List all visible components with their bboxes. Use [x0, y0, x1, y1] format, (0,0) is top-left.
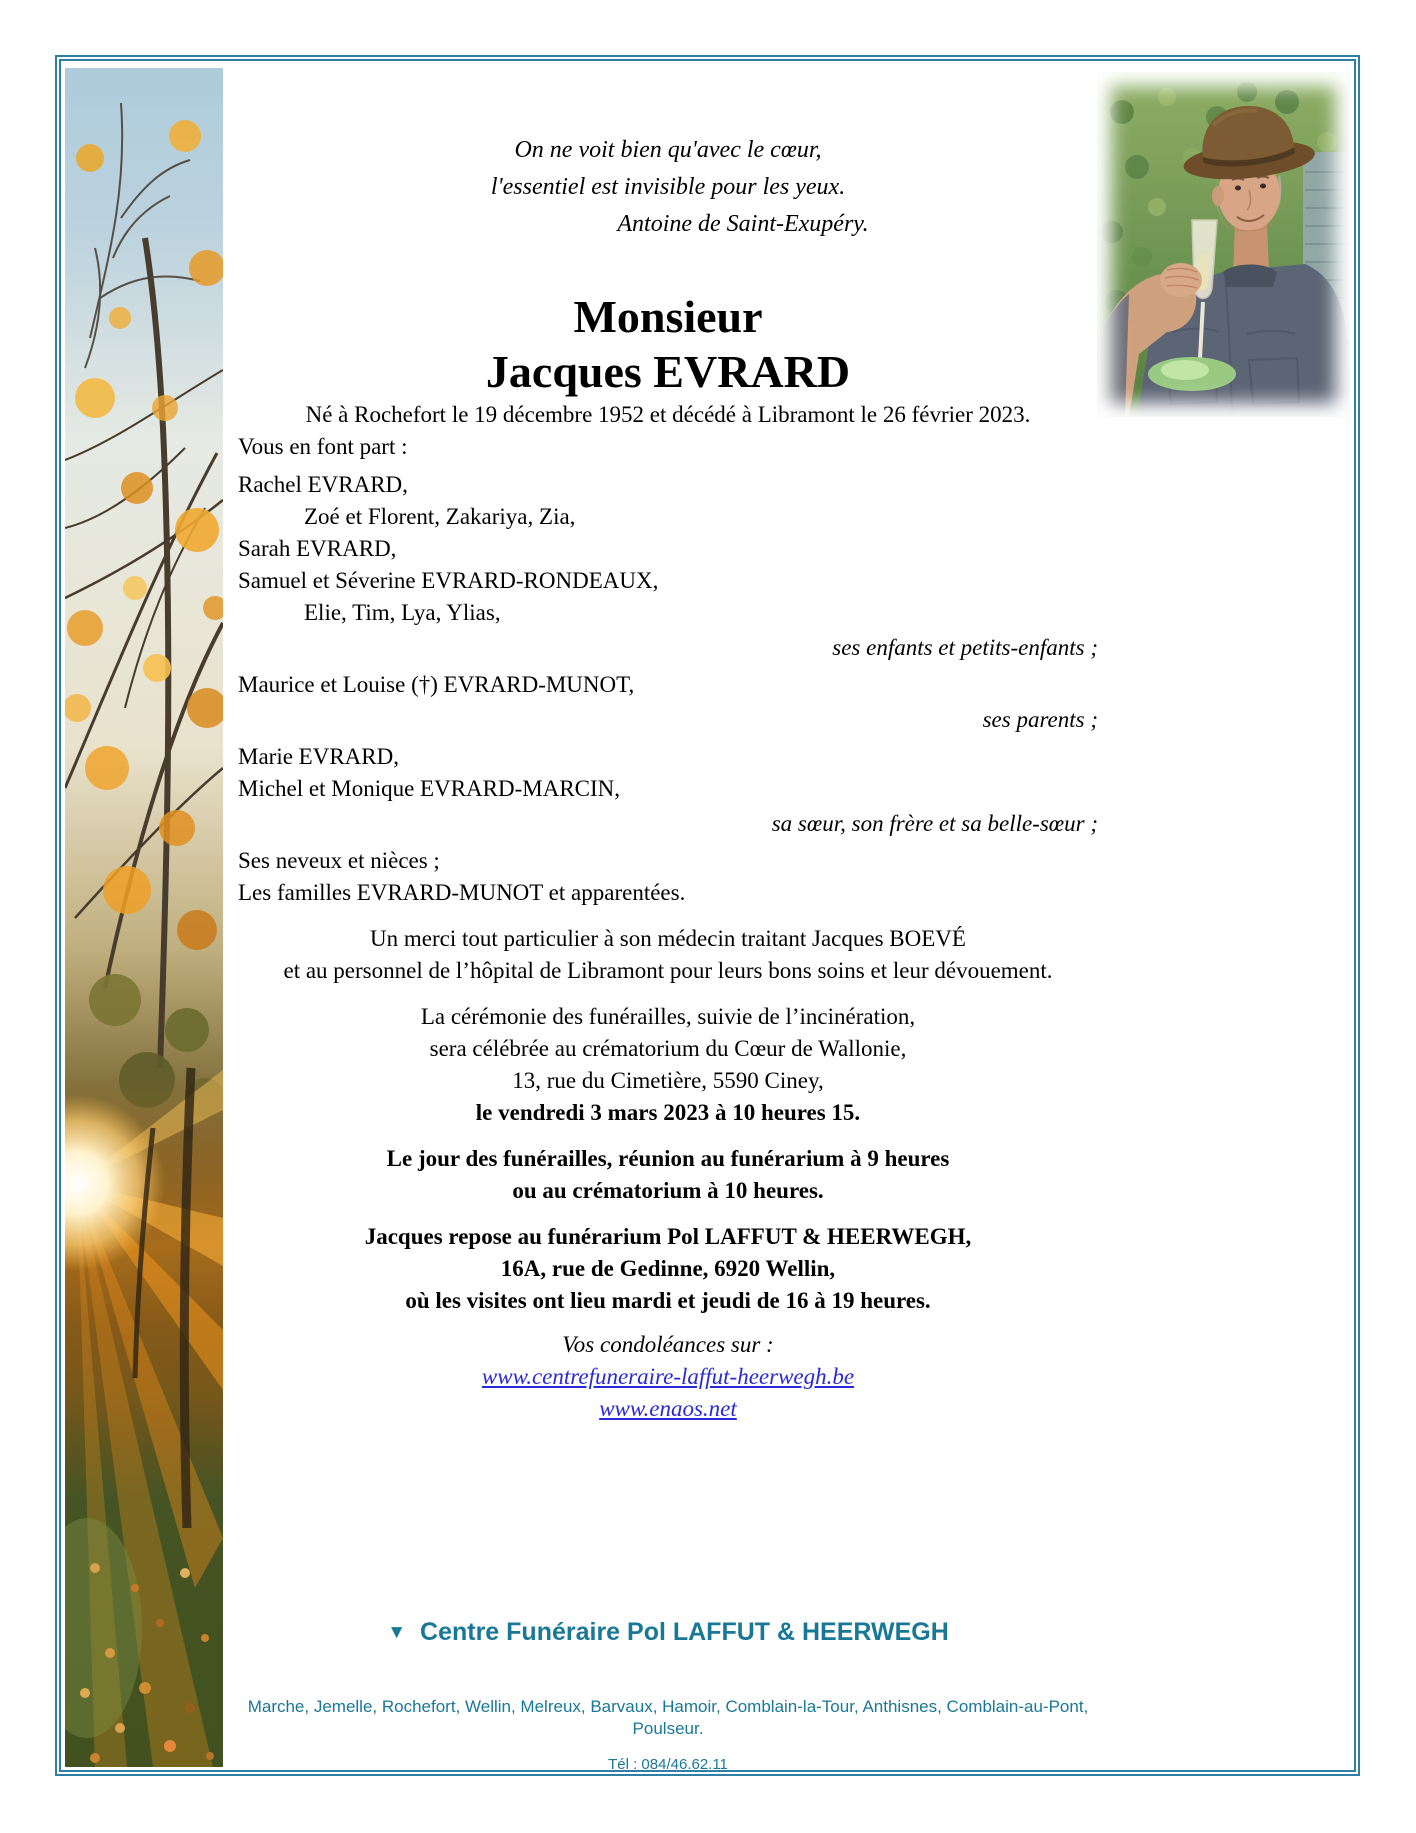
autumn-photo — [65, 68, 223, 1767]
repose-line-2: 16A, rue de Gedinne, 6920 Wellin, — [500, 1256, 836, 1281]
repose-line-1: Jacques repose au funérarium Pol LAFFUT & HEERWEGH, — [364, 1224, 972, 1249]
family-line: Elie, Tim, Lya, Ylias, — [304, 600, 501, 625]
page-title — [238, 289, 1098, 399]
portrait-photo-image — [1097, 72, 1350, 417]
deceased-name: Jacques EVRARD — [485, 346, 851, 397]
birth-death-line: Né à Rochefort le 19 décembre 1952 et décédé à Libramont le 26 février 2023. — [305, 402, 1031, 427]
gathering-block — [238, 1143, 1098, 1207]
salutation: Monsieur — [573, 291, 763, 342]
condolence-links — [238, 1361, 1098, 1425]
family-line: Maurice et Louise (†) EVRARD-MUNOT, — [238, 672, 635, 697]
family-line: Sarah EVRARD, — [238, 536, 397, 561]
ceremony-line-3: 13, rue du Cimetière, 5590 Ciney, — [512, 1068, 824, 1093]
repose-block — [238, 1221, 1098, 1317]
quote-line-1: On ne voit bien qu'avec le cœur, — [514, 137, 822, 163]
family-line: Michel et Monique EVRARD-MARCIN, — [238, 776, 621, 801]
announcement-body — [238, 132, 1098, 1425]
portrait-photo — [1097, 72, 1350, 417]
family-line: Samuel et Séverine EVRARD-RONDEAUX, — [238, 568, 659, 593]
quote-block — [238, 132, 1098, 243]
funeral-home-footer — [238, 1615, 1098, 1773]
thanks-line-1: Un merci tout particulier à son médecin traitant Jacques BOEVÉ — [370, 926, 966, 951]
gathering-line-1: Le jour des funérailles, réunion au funérarium à 9 heures — [386, 1146, 950, 1171]
autumn-photo-image — [65, 68, 223, 1767]
funeral-home-logo — [238, 1615, 1098, 1652]
families-line: Les familles EVRARD-MUNOT et apparentées. — [238, 880, 686, 905]
family-line: Marie EVRARD, — [238, 744, 399, 769]
family-line: sa sœur, son frère et sa belle-sœur ; — [771, 811, 1098, 836]
gathering-line-2: ou au crématorium à 10 heures. — [512, 1178, 824, 1203]
funeral-home-name: Centre Funéraire Pol LAFFUT & HEERWEGH — [420, 1618, 949, 1646]
condolence-link[interactable]: www.enaos.net — [599, 1396, 737, 1421]
ceremony-date-line: le vendredi 3 mars 2023 à 10 heures 15. — [475, 1100, 861, 1125]
family-line: ses parents ; — [982, 707, 1098, 732]
thanks-line-2: et au personnel de l’hôpital de Libramont pour leurs bons soins et leur dévouement. — [283, 958, 1053, 983]
ceremony-line-1: La cérémonie des funérailles, suivie de l’incinération, — [420, 1004, 916, 1029]
ceremony-block — [238, 1001, 1098, 1129]
condolence-link[interactable]: www.centrefuneraire-laffut-heerwegh.be — [481, 1364, 855, 1389]
family-line: ses enfants et petits-enfants ; — [832, 635, 1098, 660]
condolences-label: Vos condoléances sur : — [562, 1332, 774, 1357]
triangle-logo-icon: ▼ — [387, 1622, 407, 1643]
family-line: Rachel EVRARD, — [238, 472, 408, 497]
quote-attribution: Antoine de Saint-Exupéry. — [617, 211, 869, 237]
ceremony-line-2: sera célébrée au crématorium du Cœur de Wallonie, — [429, 1036, 907, 1061]
family-line: Zoé et Florent, Zakariya, Zia, — [304, 504, 576, 529]
family-list — [238, 469, 1098, 840]
funeral-home-locations: Marche, Jemelle, Rochefort, Wellin, Melreux, Barvaux, Hamoir, Comblain-la-Tour, Anthisnes, Comblain-au-Pont, Poulseur. — [247, 1697, 1089, 1738]
funeral-home-phone: Tél : 084/46.62.11 — [608, 1756, 728, 1773]
nephews-line: Ses neveux et nièces ; — [238, 848, 440, 873]
thanks-block — [238, 923, 1098, 987]
quote-line-2: l'essentiel est invisible pour les yeux. — [490, 174, 846, 200]
announcement-intro: Vous en font part : — [238, 434, 408, 459]
repose-line-3: où les visites ont lieu mardi et jeudi de 16 à 19 heures. — [405, 1288, 931, 1313]
condolences-block — [238, 1329, 1098, 1425]
